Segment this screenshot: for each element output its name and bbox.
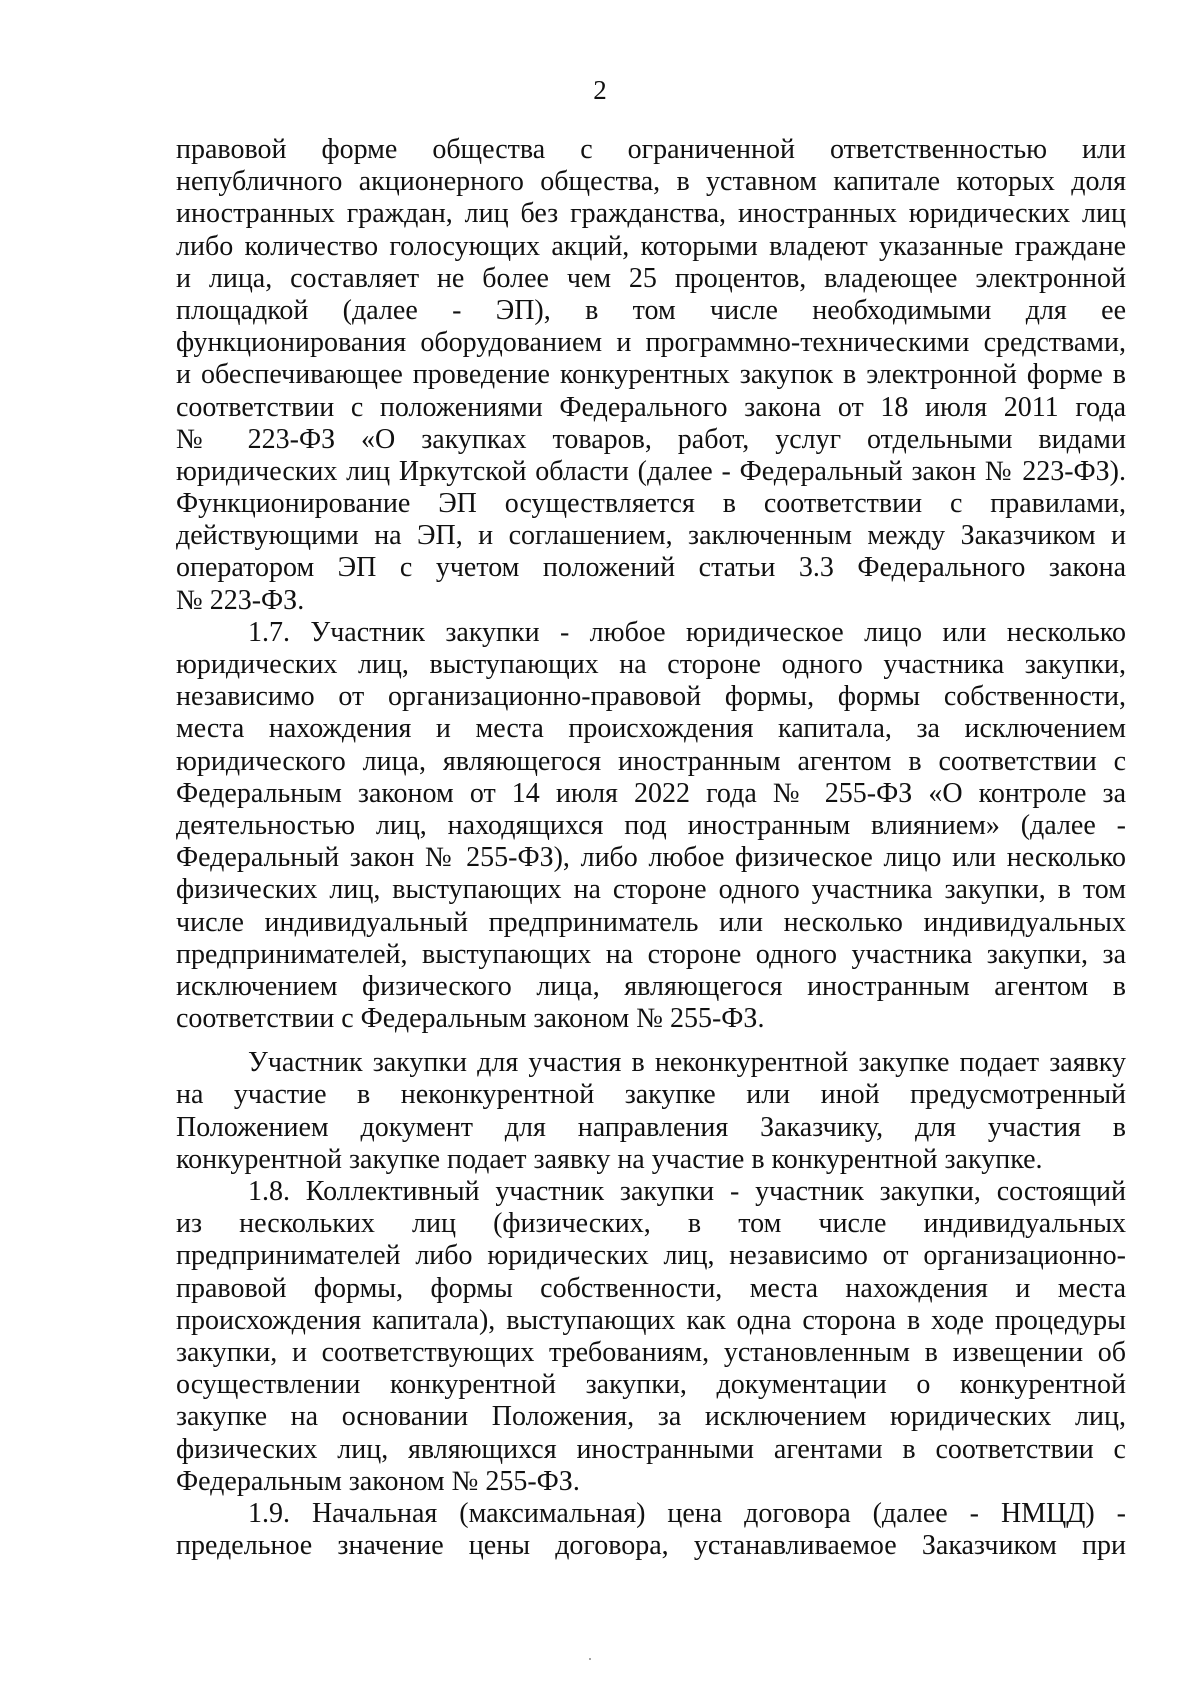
text-line: 1.7. Участник закупки - любое юридическое лицо или несколько <box>248 616 1126 648</box>
text-line: предельное значение цены договора, устанавливаемое Заказчиком при <box>176 1530 1126 1562</box>
text-line: Положением документ для направления Заказчику, для участия в <box>176 1111 1126 1143</box>
text-line: Федеральным законом № 255-ФЗ. <box>176 1465 580 1497</box>
text-line: Федеральным законом от 14 июля 2022 года № 255-ФЗ «О контроле за <box>176 777 1126 809</box>
paragraph-spacer <box>176 1035 1126 1047</box>
text-line: оператором ЭП с учетом положений статьи 3.3 Федерального закона <box>176 552 1126 584</box>
text-line: Федеральный закон № 255-ФЗ), либо любое физическое лицо или несколько <box>176 842 1126 874</box>
text-line: иностранных граждан, лиц без гражданства, иностранных юридических лиц <box>176 198 1126 230</box>
text-line: либо количество голосующих акций, которыми владеют указанные граждане <box>176 230 1126 262</box>
text-line: юридических лиц, выступающих на стороне одного участника закупки, <box>176 649 1126 680</box>
scan-speck <box>589 1658 591 1660</box>
text-line: № 223-ФЗ «О закупках товаров, работ, услуг отдельными видами <box>176 423 1126 455</box>
text-line: непубличного акционерного общества, в уставном капитале которых доля <box>176 166 1126 198</box>
text-line: правовой форме общества с ограниченной ответственностью или <box>176 134 1126 165</box>
text-line: из нескольких лиц (физических, в том числе индивидуальных <box>176 1208 1126 1240</box>
text-line: юридического лица, являющегося иностранным агентом в соответствии с <box>176 745 1126 777</box>
text-line: функционирования оборудованием и программно-техническими средствами, <box>176 327 1126 359</box>
paragraph-1-7 <box>176 617 1126 1035</box>
text-line: и обеспечивающее проведение конкурентных закупок в электронной форме в <box>176 359 1126 391</box>
paragraph-continuation <box>176 134 1126 617</box>
text-line: независимо от организационно-правовой формы, формы собственности, <box>176 681 1126 713</box>
text-line: 1.9. Начальная (максимальная) цена договора (далее - НМЦД) - <box>248 1497 1126 1529</box>
text-line: на участие в неконкурентной закупке или иной предусмотренный <box>176 1079 1126 1111</box>
text-line: и лица, составляет не более чем 25 процентов, владеющее электронной <box>176 262 1126 294</box>
text-line: Участник закупки для участия в неконкурентной закупке подает заявку <box>248 1047 1126 1079</box>
text-line: Функционирование ЭП осуществляется в соответствии с правилами, <box>176 488 1126 520</box>
text-line: № 223-ФЗ. <box>176 584 305 616</box>
page-number: 2 <box>593 75 607 105</box>
text-line: закупке на основании Положения, за исключением юридических лиц, <box>176 1401 1126 1433</box>
paragraph-1-8 <box>176 1176 1126 1498</box>
text-line: площадкой (далее - ЭП), в том числе необходимыми для ее <box>176 294 1126 326</box>
text-line: числе индивидуальный предприниматель или несколько индивидуальных <box>176 906 1126 938</box>
document-body <box>176 134 1126 1562</box>
text-line: места нахождения и места происхождения капитала, за исключением <box>176 713 1126 745</box>
text-line: происхождения капитала), выступающих как одна сторона в ходе процедуры <box>176 1304 1126 1336</box>
text-line: закупки, и соответствующих требованиям, установленным в извещении об <box>176 1336 1126 1368</box>
paragraph-1-9 <box>176 1498 1126 1562</box>
paragraph-participant-application <box>176 1047 1126 1176</box>
text-line: конкурентной закупке подает заявку на участие в конкурентной закупке. <box>176 1143 1043 1175</box>
text-line: деятельностью лиц, находящихся под иностранным влиянием» (далее - <box>176 809 1126 841</box>
text-line: действующими на ЭП, и соглашением, заключенным между Заказчиком и <box>176 520 1126 552</box>
text-line: исключением физического лица, являющегося иностранным агентом в <box>176 970 1126 1002</box>
text-line: 1.8. Коллективный участник закупки - участник закупки, состоящий <box>248 1176 1126 1207</box>
text-line: предпринимателей, выступающих на стороне одного участника закупки, за <box>176 938 1126 970</box>
text-line: физических лиц, выступающих на стороне одного участника закупки, в том <box>176 874 1126 906</box>
text-line: соответствии с Федеральным законом № 255-ФЗ. <box>176 1003 765 1035</box>
text-line: физических лиц, являющихся иностранными агентами в соответствии с <box>176 1433 1126 1465</box>
text-line: соответствии с положениями Федерального закона от 18 июля 2011 года <box>176 391 1126 423</box>
text-line: предпринимателей либо юридических лиц, независимо от организационно- <box>176 1240 1126 1272</box>
text-line: юридических лиц Иркутской области (далее - Федеральный закон № 223-ФЗ). <box>176 455 1126 487</box>
text-line: правовой формы, формы собственности, места нахождения и места <box>176 1272 1126 1304</box>
text-line: осуществлении конкурентной закупки, документации о конкурентной <box>176 1369 1126 1401</box>
